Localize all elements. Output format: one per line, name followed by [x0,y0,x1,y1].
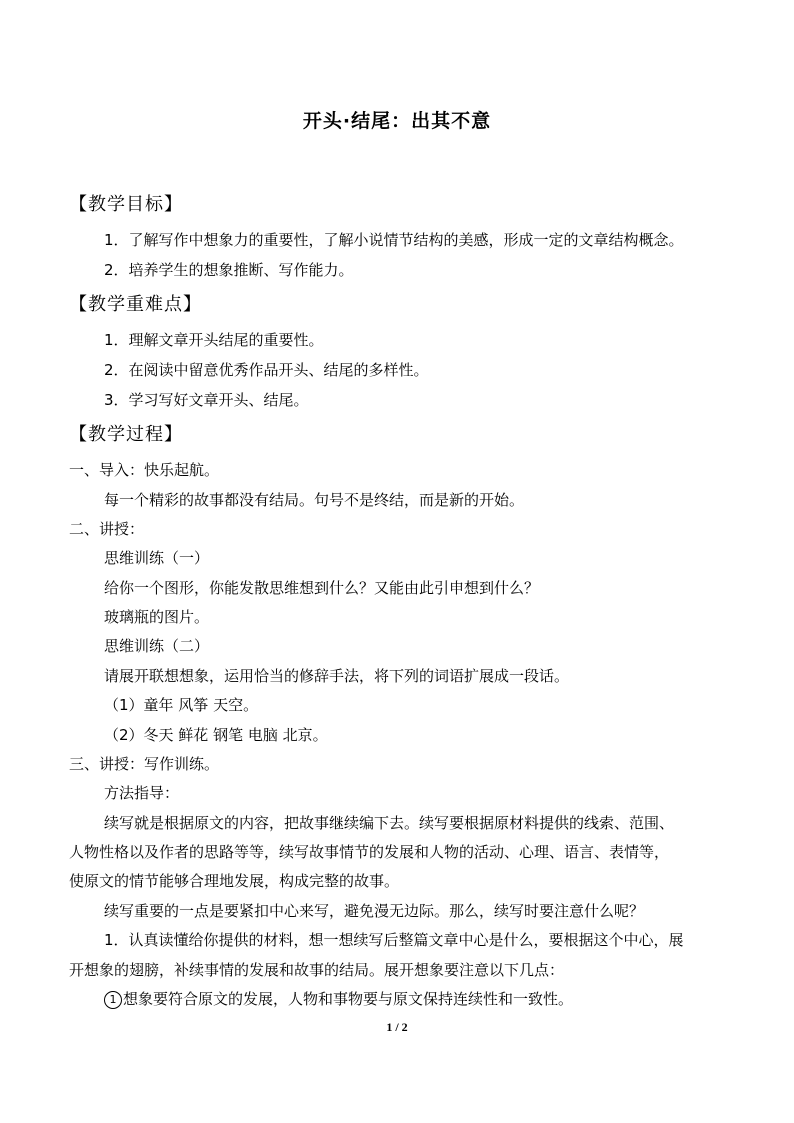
part1-title: 一、导入：快乐起航。 [69,461,220,479]
point-1 [104,989,573,1009]
page-number: 1 / 2 [386,1020,408,1034]
training2-item-1: （1）童年 风筝 天空。 [104,696,259,714]
method-title: 方法指导： [104,784,180,802]
difficulty-item-2: 2．在阅读中留意优秀作品开头、结尾的多样性。 [104,361,429,379]
goal-item-1: 1．了解写作中想象力的重要性，了解小说情节结构的美感，形成一定的文章结构概念。 [104,231,684,249]
heading-teaching-process: 【教学过程】 [69,424,183,445]
heading-teaching-goals: 【教学目标】 [69,194,183,215]
part2-title: 二、讲授： [69,520,145,538]
paragraph-2: 续写重要的一点是要紧扣中心来写，避免漫无边际。那么，续写时要注意什么呢？ [104,902,645,920]
paragraph-3-line-2: 开想象的翅膀，补续事情的发展和故事的结局。展开想象要注意以下几点： [69,961,565,979]
page-title: 开头·结尾：出其不意 [302,110,492,132]
paragraph-1-line-1: 续写就是根据原文的内容，把故事继续编下去。续写要根据原材料提供的线索、范围、 [104,814,675,832]
paragraph-1-line-2: 人物性格以及作者的思路等等，续写故事情节的发展和人物的活动、心理、语言、表情等， [69,843,670,861]
difficulty-item-3: 3．学习写好文章开头、结尾。 [104,391,309,409]
difficulty-item-1: 1．理解文章开头结尾的重要性。 [104,331,324,349]
training1-question: 给你一个图形，你能发散思维想到什么？又能由此引申想到什么？ [104,579,540,597]
training2-item-2: （2）冬天 鲜花 钢笔 电脑 北京。 [104,726,328,744]
heading-key-difficulties: 【教学重难点】 [69,294,202,315]
training2-title: 思维训练（二） [104,637,210,655]
training1-title: 思维训练（一） [104,549,210,567]
goal-item-2: 2．培养学生的想象推断、写作能力。 [104,261,354,279]
part3-title: 三、讲授：写作训练。 [69,755,220,773]
circled-number-marker: 1 [104,991,122,1009]
training2-question: 请展开联想想象，运用恰当的修辞手法，将下列的词语扩展成一段话。 [104,667,570,685]
point-1-text: 想象要符合原文的发展，人物和事物要与原文保持连续性和一致性。 [123,990,574,1008]
paragraph-1-line-3: 使原文的情节能够合理地发展，构成完整的故事。 [69,872,400,890]
paragraph-3-line-1: 1．认真读懂给你提供的材料，想一想续写后整篇文章中心是什么，要根据这个中心，展 [104,931,684,949]
training1-image-note: 玻璃瓶的图片。 [104,608,210,626]
part1-text: 每一个精彩的故事都没有结局。句号不是终结，而是新的开始。 [104,491,525,509]
